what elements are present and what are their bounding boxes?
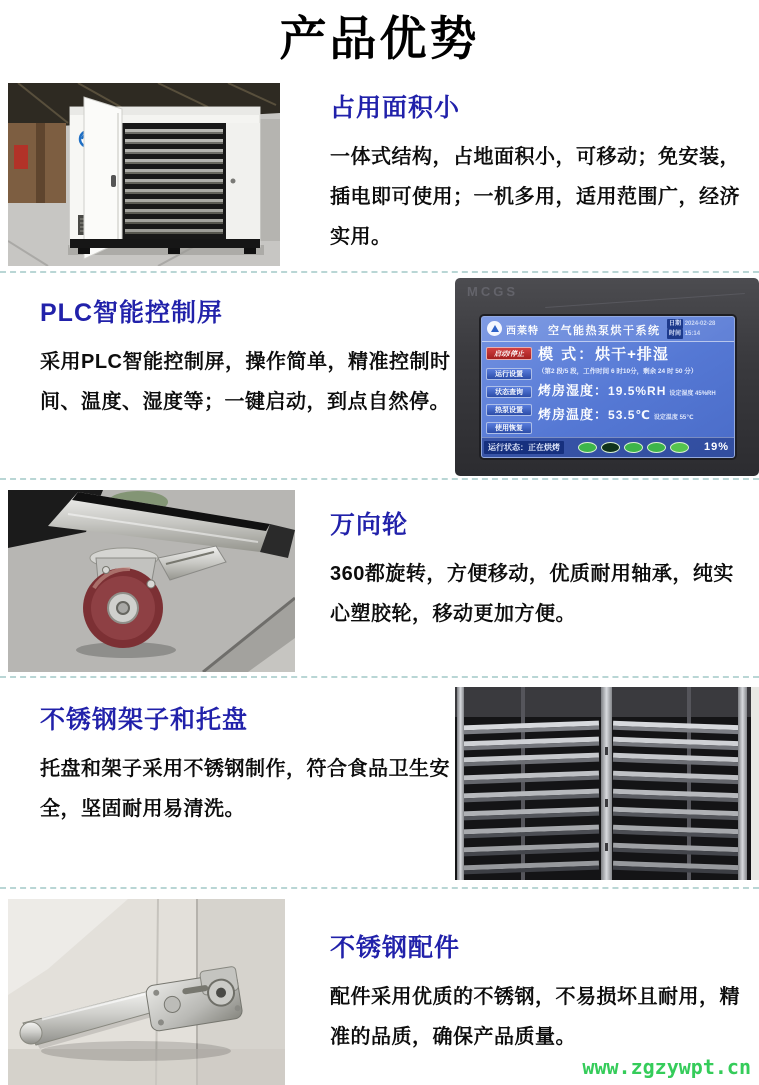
section-body: 配件采用优质的不锈钢，不易损坏且耐用，精准的品质，确保产品质量。 bbox=[330, 986, 740, 1048]
section-divider bbox=[0, 271, 759, 273]
stage-info: （第2 段/5 段，工作时间 6 时10分，剩余 24 时 50 分） bbox=[538, 368, 698, 375]
screen-header bbox=[482, 317, 734, 342]
section-caster bbox=[330, 505, 754, 634]
status-query-button: 状态查询 bbox=[486, 386, 532, 398]
steel-hinge-photo bbox=[8, 899, 285, 1085]
section-body: 托盘和架子采用不锈钢制作，符合食品卫生安全，坚固耐用易清洗。 bbox=[40, 758, 450, 820]
mode-label: 模 式： bbox=[538, 346, 596, 363]
plc-touchscreen bbox=[481, 316, 735, 458]
section-plc bbox=[40, 293, 452, 422]
steel-hinge-illustration bbox=[8, 899, 285, 1085]
date-label: 日期 bbox=[669, 321, 682, 327]
xilaite-logo-icon bbox=[487, 321, 502, 336]
section-heading: PLC智能控制屏 bbox=[40, 299, 224, 327]
brand-name: 西莱特 bbox=[506, 326, 539, 337]
dryer-machine-photo bbox=[8, 83, 280, 266]
indicator-lamp bbox=[578, 442, 597, 453]
caster-wheel-photo bbox=[8, 490, 295, 672]
system-title: 空气能热泵烘干系统 bbox=[548, 325, 661, 337]
heatpump-settings-button: 热泵设置 bbox=[486, 404, 532, 416]
section-body: 一体式结构，占地面积小，可移动；免安装，插电即可使用；一机多用，适用范围广，经济实用。 bbox=[330, 146, 740, 248]
section-footprint bbox=[330, 88, 752, 257]
section-divider bbox=[0, 887, 759, 889]
humidity-setpoint: 设定湿度 45%RH bbox=[669, 391, 716, 397]
steel-rack-illustration bbox=[455, 687, 759, 880]
section-heading: 占用面积小 bbox=[330, 94, 461, 122]
section-divider bbox=[0, 478, 759, 480]
page-title: 产品优势 bbox=[279, 12, 480, 65]
temperature-setpoint: 设定温度 55℃ bbox=[653, 415, 694, 421]
caster-wheel-illustration bbox=[8, 490, 295, 672]
dryer-machine-illustration bbox=[8, 83, 280, 266]
section-divider bbox=[0, 676, 759, 678]
start-stop-button: 启动/停止 bbox=[486, 347, 532, 360]
steel-rack-tray-photo bbox=[455, 687, 759, 880]
date-time-box bbox=[667, 319, 731, 339]
indicator-lamp bbox=[601, 442, 620, 453]
section-heading: 万向轮 bbox=[330, 511, 409, 539]
humidity-value: 19.5%RH bbox=[608, 384, 667, 398]
section-body: 360都旋转，方便移动，优质耐用轴承，纯实心塑胶轮，移动更加方便。 bbox=[330, 563, 734, 625]
mcgs-bezel-brand: MCGS bbox=[467, 284, 518, 299]
temperature-value: 53.5℃ bbox=[608, 408, 651, 422]
section-heading: 不锈钢配件 bbox=[330, 934, 461, 962]
restore-button: 使用恢复 bbox=[486, 422, 532, 434]
indicator-lamp bbox=[624, 442, 643, 453]
plc-control-screen-photo bbox=[455, 278, 759, 476]
run-settings-button: 运行设置 bbox=[486, 368, 532, 380]
indicator-lamp bbox=[647, 442, 666, 453]
mode-value: 烘干+排湿 bbox=[595, 346, 669, 363]
section-heading: 不锈钢架子和托盘 bbox=[40, 706, 249, 734]
run-status-label: 运行状态： bbox=[488, 443, 528, 452]
screen-button-column bbox=[486, 347, 532, 440]
time-value: 15:14 bbox=[684, 331, 701, 337]
screen-main-area bbox=[538, 343, 732, 423]
bezel-accent-line bbox=[545, 293, 745, 308]
time-label: 时间 bbox=[669, 331, 682, 337]
watermark-url: www.zgzywpt.cn bbox=[582, 1055, 751, 1079]
run-status-value: 正在烘烤 bbox=[528, 443, 560, 452]
section-body: 采用PLC智能控制屏，操作简单，精准控制时间、温度、湿度等；一键启动，到点自然停。 bbox=[40, 351, 451, 413]
progress-percent: 19% bbox=[703, 441, 729, 453]
indicator-lamp bbox=[670, 442, 689, 453]
date-value: 2024-02-28 bbox=[684, 321, 716, 327]
humidity-label: 烤房湿度： bbox=[538, 383, 609, 398]
temperature-label: 烤房温度： bbox=[538, 407, 609, 422]
screen-footer bbox=[482, 437, 734, 457]
section-fitting bbox=[330, 928, 754, 1057]
section-rack bbox=[40, 700, 458, 829]
